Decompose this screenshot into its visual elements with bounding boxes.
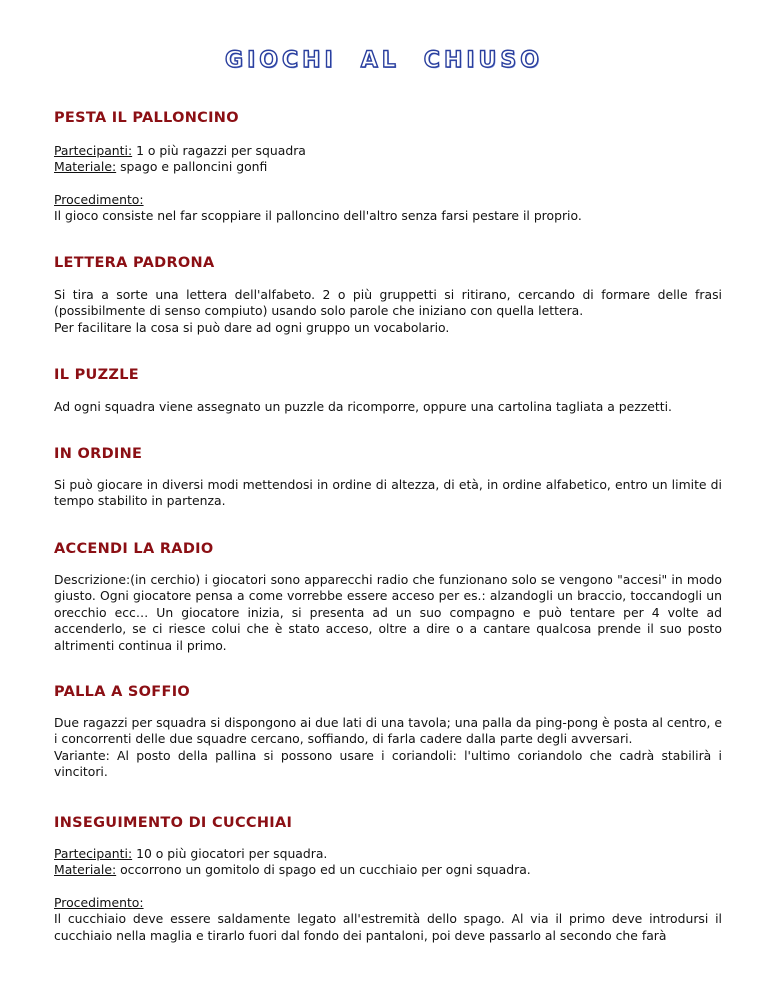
procedimento-label: Procedimento: xyxy=(54,894,144,910)
section-ordine xyxy=(54,477,722,510)
materiale-value: spago e palloncini gonfi xyxy=(116,159,268,175)
section-cucchiai xyxy=(54,846,722,944)
heading-soffio: PALLA A SOFFIO xyxy=(54,684,191,700)
materiale-value: occorrono un gomitolo di spago ed un cucchiaio per ogni squadra. xyxy=(116,862,531,878)
document-title xyxy=(0,48,768,73)
title-word: CHIUSO xyxy=(423,48,543,73)
heading-cucchiai: INSEGUIMENTO DI CUCCHIAI xyxy=(54,815,293,831)
paragraph: Variante: Al posto della pallina si possono usare i coriandoli: l'ultimo coriandolo che cadrà stabilirà i vincitori. xyxy=(54,747,722,780)
paragraph: Ad ogni squadra viene assegnato un puzzle da ricomporre, oppure una cartolina tagliata a pezzetti. xyxy=(54,399,672,414)
section-puzzle xyxy=(54,399,722,415)
heading-radio: ACCENDI LA RADIO xyxy=(54,541,214,557)
materiale-line xyxy=(54,862,722,878)
section-pesta xyxy=(54,143,722,225)
title-word: AL xyxy=(360,48,400,73)
section-radio xyxy=(54,572,722,654)
partecipanti-line xyxy=(54,846,722,862)
materiale-label: Materiale: xyxy=(54,159,117,175)
partecipanti-label: Partecipanti: xyxy=(54,846,133,861)
paragraph: Due ragazzi per squadra si dispongono ai due lati di una tavola; una palla da ping-pong è posta al centro, e i concorrenti delle due squadre cercano, soffiando, di farla cadere dalla parte degli avversari. xyxy=(54,715,722,747)
paragraph: Si tira a sorte una lettera dell'alfabeto. 2 o più gruppetti si ritirano, cercando di formare delle frasi (possibilmente di senso compiuto) usando solo parole che iniziano con quella lettera. xyxy=(54,287,722,319)
materiale-line xyxy=(54,159,722,175)
paragraph: Per facilitare la cosa si può dare ad ogni gruppo un vocabolario. xyxy=(54,319,450,335)
partecipanti-value: 10 o più giocatori per squadra. xyxy=(132,846,328,861)
heading-puzzle: IL PUZZLE xyxy=(54,367,139,383)
procedimento-text: Il cucchiaio deve essere saldamente legato all'estremità dello spago. Al via il primo deve introdursi il cucchiaio nella maglia e tirarlo fuori dal fondo dei pantaloni, poi deve passarlo al secondo che farà xyxy=(54,911,722,943)
heading-pesta: PESTA IL PALLONCINO xyxy=(54,110,239,126)
section-lettera xyxy=(54,287,722,336)
procedimento-text: Il gioco consiste nel far scoppiare il palloncino dell'altro senza farsi pestare il proprio. xyxy=(54,208,582,224)
partecipanti-label: Partecipanti: xyxy=(54,143,133,158)
partecipanti-value: 1 o più ragazzi per squadra xyxy=(132,143,306,158)
heading-ordine: IN ORDINE xyxy=(54,446,143,462)
section-soffio xyxy=(54,715,722,781)
paragraph: Si può giocare in diversi modi mettendosi in ordine di altezza, di età, in ordine alfabetico, entro un limite di tempo stabilito in partenza. xyxy=(54,477,722,509)
title-word: GIOCHI xyxy=(225,48,337,73)
procedimento-label: Procedimento: xyxy=(54,191,144,207)
heading-lettera: LETTERA PADRONA xyxy=(54,255,215,271)
paragraph: Descrizione:(in cerchio) i giocatori sono apparecchi radio che funzionano solo se vengono "accesi" in modo giusto. Ogni giocatore pensa a come vorrebbe essere acceso per es.: alzandogli un braccio, toccandogli un orecchio ecc… Un giocatore inizia, si presenta ad un suo compagno e può tentare per 4 volte ad accenderlo, se ci riesce colui che è stato acceso, oltre a dire o a cantare qualcosa prende il suo posto altrimenti continua il primo. xyxy=(54,572,722,653)
materiale-label: Materiale: xyxy=(54,862,117,878)
partecipanti-line xyxy=(54,143,722,159)
